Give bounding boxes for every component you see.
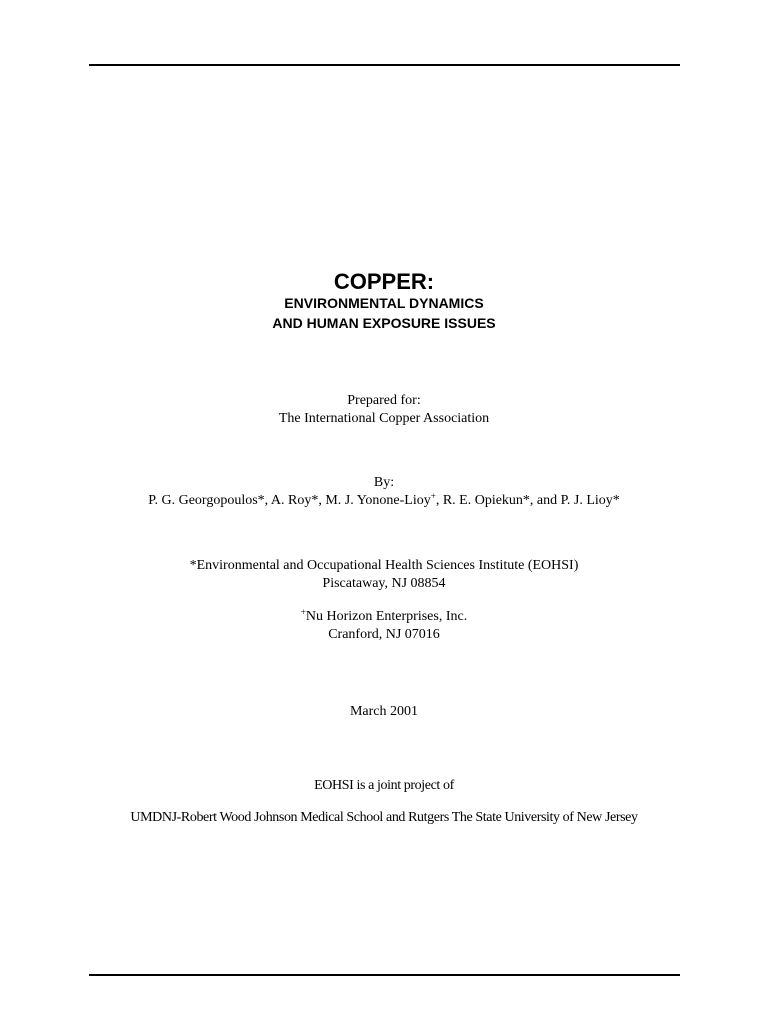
document-title: COPPER: [333,269,435,294]
author-list [0,493,768,509]
by-label: By: [373,475,395,490]
top-rule [89,64,680,66]
affiliation-2-name-line [0,609,768,625]
affiliation-1-name: *Environmental and Occupational Health Sciences Institute (EOHSI) [189,558,579,573]
affiliation-2-mark: + [300,607,306,617]
subtitle-line-2: AND HUMAN EXPOSURE ISSUES [272,315,496,331]
authors-part-2: , R. E. Opiekun*, and P. J. Lioy* [435,493,620,508]
affiliation-2-city: Cranford, NJ 07016 [328,627,440,642]
bottom-rule [89,974,680,976]
author-affiliation-mark: + [430,491,436,501]
affiliation-1-city: Piscataway, NJ 08854 [322,576,446,591]
authors-part-1: P. G. Georgopoulos*, A. Roy*, M. J. Yonone-Lioy [148,493,431,508]
prepared-for-organization: The International Copper Association [278,411,490,426]
joint-project-line: EOHSI is a joint project of [314,778,454,793]
document-date: March 2001 [349,704,419,719]
institutions-line: UMDNJ-Robert Wood Johnson Medical School and Rutgers The State University of New Jersey [130,810,638,825]
prepared-for-label: Prepared for: [347,393,421,408]
subtitle-line-1: ENVIRONMENTAL DYNAMICS [284,295,484,311]
affiliation-2-name: Nu Horizon Enterprises, Inc. [305,609,468,624]
